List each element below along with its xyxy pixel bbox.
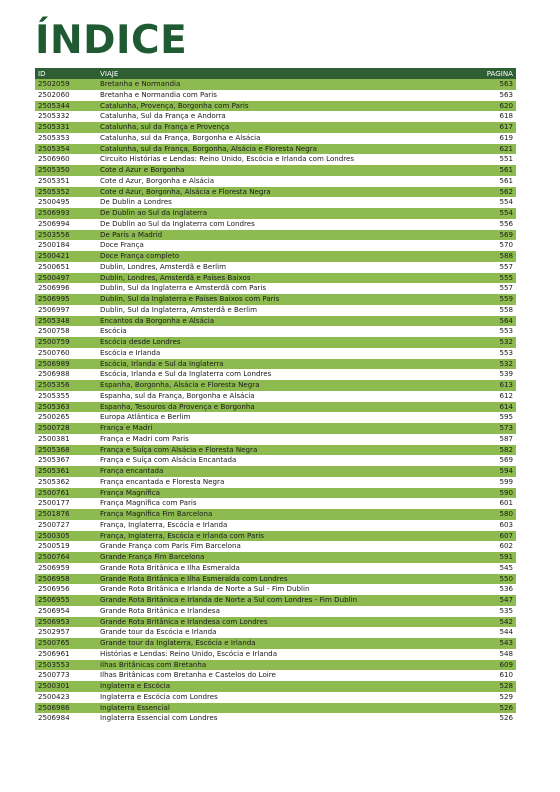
row-id: 2506995 (35, 294, 97, 305)
table-row (35, 273, 516, 284)
table-row (35, 703, 516, 714)
row-trip: Europa Atlântica e Berlim (97, 412, 474, 423)
row-page: 556 (474, 219, 516, 230)
row-id: 2506997 (35, 305, 97, 316)
row-id: 2501876 (35, 509, 97, 520)
row-page: 542 (474, 617, 516, 628)
table-row (35, 660, 516, 671)
table-row (35, 488, 516, 499)
table-header-row (35, 68, 516, 79)
row-id: 2500728 (35, 423, 97, 434)
page-title: ÍNDICE (35, 18, 188, 63)
row-trip: França Magnífica (97, 488, 474, 499)
row-trip: Escócia, Irlanda e Sul da Inglaterra com Londres (97, 369, 474, 380)
row-page: 603 (474, 520, 516, 531)
table-row (35, 670, 516, 681)
row-page: 535 (474, 606, 516, 617)
row-id: 2500265 (35, 412, 97, 423)
row-id: 2500764 (35, 552, 97, 563)
table-row (35, 477, 516, 488)
row-page: 599 (474, 477, 516, 488)
row-page: 553 (474, 326, 516, 337)
row-id: 2505355 (35, 391, 97, 402)
row-page: 564 (474, 316, 516, 327)
row-page: 569 (474, 230, 516, 241)
table-row (35, 606, 516, 617)
row-page: 526 (474, 713, 516, 724)
row-trip: De Dublin ao Sul da Inglaterra com Londres (97, 219, 474, 230)
table-row (35, 337, 516, 348)
row-id: 2505350 (35, 165, 97, 176)
row-id: 2500759 (35, 337, 97, 348)
row-id: 2502957 (35, 627, 97, 638)
row-id: 2506958 (35, 574, 97, 585)
row-trip: Grande Rota Britânica e Irlanda de Norte a Sul - Fim Dublin (97, 584, 474, 595)
table-row (35, 649, 516, 660)
row-trip: Inglaterra e Escócia com Londres (97, 692, 474, 703)
index-table (35, 68, 516, 724)
table-row (35, 283, 516, 294)
row-trip: De Paris a Madrid (97, 230, 474, 241)
row-trip: Espanha, sul da França, Borgonha e Alsácia (97, 391, 474, 402)
row-trip: Escócia desde Londres (97, 337, 474, 348)
row-page: 528 (474, 681, 516, 692)
row-trip: França encantada e Floresta Negra (97, 477, 474, 488)
row-trip: Dublin, Sul da Inglaterra e Países Baixos com Paris (97, 294, 474, 305)
row-trip: Ilhas Britânicas com Bretanha e Castelos do Loire (97, 670, 474, 681)
row-id: 2506988 (35, 369, 97, 380)
row-page: 582 (474, 445, 516, 456)
row-id: 2500497 (35, 273, 97, 284)
row-trip: França Magnífica Fim Barcelona (97, 509, 474, 520)
table-row (35, 391, 516, 402)
row-trip: Espanha, Borgonha, Alsácia e Floresta Negra (97, 380, 474, 391)
table-row (35, 251, 516, 262)
row-id: 2505361 (35, 466, 97, 477)
row-trip: De Dublin a Londres (97, 197, 474, 208)
row-trip: Cote d Azur e Borgonha (97, 165, 474, 176)
row-page: 547 (474, 595, 516, 606)
row-trip: Circuito Histórias e Lendas: Reino Unido, Escócia e Irlanda com Londres (97, 154, 474, 165)
row-trip: Grande Rota Britânica e Ilha Esmeralda com Londres (97, 574, 474, 585)
row-page: 612 (474, 391, 516, 402)
row-id: 2500305 (35, 531, 97, 542)
row-id: 2505354 (35, 144, 97, 155)
row-trip: Catalunha, sul da França, Borgonha, Alsácia e Floresta Negra (97, 144, 474, 155)
row-page: 554 (474, 197, 516, 208)
row-page: 558 (474, 305, 516, 316)
row-page: 559 (474, 294, 516, 305)
table-row (35, 197, 516, 208)
row-trip: Doce França (97, 240, 474, 251)
row-page: 551 (474, 154, 516, 165)
row-id: 2506961 (35, 649, 97, 660)
row-page: 618 (474, 111, 516, 122)
row-page: 570 (474, 240, 516, 251)
table-row (35, 509, 516, 520)
row-page: 619 (474, 133, 516, 144)
row-id: 2500765 (35, 638, 97, 649)
table-body (35, 79, 516, 724)
table-row (35, 369, 516, 380)
row-page: 573 (474, 423, 516, 434)
table-row (35, 498, 516, 509)
table-row (35, 584, 516, 595)
row-trip: Catalunha, sul da França, Borgonha e Alsácia (97, 133, 474, 144)
row-trip: Cote d Azur, Borgonha, Alsácia e Floresta Negra (97, 187, 474, 198)
row-id: 2500184 (35, 240, 97, 251)
row-page: 548 (474, 649, 516, 660)
row-id: 2505356 (35, 380, 97, 391)
row-page: 594 (474, 466, 516, 477)
row-page: 543 (474, 638, 516, 649)
row-id: 2500495 (35, 197, 97, 208)
row-trip: França Magnífica com Paris (97, 498, 474, 509)
column-header-id: ID (35, 68, 97, 79)
table-row (35, 563, 516, 574)
row-trip: Grande Rota Britânica e Ilha Esmeralda (97, 563, 474, 574)
row-trip: França, Inglaterra, Escócia e Irlanda com Paris (97, 531, 474, 542)
table-row (35, 466, 516, 477)
row-trip: Ilhas Britânicas com Bretanha (97, 660, 474, 671)
row-page: 588 (474, 251, 516, 262)
row-id: 2505363 (35, 402, 97, 413)
table-row (35, 380, 516, 391)
row-trip: Grande tour da Escócia e Irlanda (97, 627, 474, 638)
row-page: 587 (474, 434, 516, 445)
row-page: 545 (474, 563, 516, 574)
row-page: 526 (474, 703, 516, 714)
row-page: 532 (474, 359, 516, 370)
row-page: 569 (474, 455, 516, 466)
row-trip: Encantos da Borgonha e Alsácia (97, 316, 474, 327)
table-row (35, 176, 516, 187)
row-trip: Inglaterra Essencial com Londres (97, 713, 474, 724)
row-id: 2500760 (35, 348, 97, 359)
row-trip: Grande Rota Britânica e Irlandesa com Londres (97, 617, 474, 628)
row-page: 550 (474, 574, 516, 585)
row-id: 2500421 (35, 251, 97, 262)
table-row (35, 412, 516, 423)
row-trip: Escócia, Irlanda e Sul da Inglaterra (97, 359, 474, 370)
row-id: 2505351 (35, 176, 97, 187)
row-id: 2506956 (35, 584, 97, 595)
row-id: 2500727 (35, 520, 97, 531)
row-page: 562 (474, 187, 516, 198)
row-trip: Dublin, Londres, Amsterdã e Países Baixos (97, 273, 474, 284)
table-row (35, 165, 516, 176)
row-page: 561 (474, 165, 516, 176)
row-id: 2500761 (35, 488, 97, 499)
row-id: 2505367 (35, 455, 97, 466)
table-row (35, 541, 516, 552)
row-id: 2503553 (35, 660, 97, 671)
row-id: 2506953 (35, 617, 97, 628)
row-id: 2503556 (35, 230, 97, 241)
row-trip: Grande Rota Britânica e Irlandesa (97, 606, 474, 617)
table-row (35, 101, 516, 112)
row-id: 2506959 (35, 563, 97, 574)
row-id: 2505352 (35, 187, 97, 198)
row-trip: França e Madri com Paris (97, 434, 474, 445)
row-trip: Grande tour da Inglaterra, Escócia e Irlanda (97, 638, 474, 649)
table-row (35, 455, 516, 466)
row-id: 2502060 (35, 90, 97, 101)
row-trip: Bretanha e Normandia (97, 79, 474, 90)
row-id: 2500301 (35, 681, 97, 692)
table-row (35, 208, 516, 219)
row-page: 607 (474, 531, 516, 542)
row-trip: Histórias e Lendas: Reino Unido, Escócia e Irlanda (97, 649, 474, 660)
table-row (35, 552, 516, 563)
table-row (35, 692, 516, 703)
table-row (35, 445, 516, 456)
row-id: 2505331 (35, 122, 97, 133)
row-page: 561 (474, 176, 516, 187)
table-row (35, 230, 516, 241)
table-row (35, 531, 516, 542)
row-page: 601 (474, 498, 516, 509)
row-id: 2506960 (35, 154, 97, 165)
table-row (35, 348, 516, 359)
table-row (35, 520, 516, 531)
row-page: 602 (474, 541, 516, 552)
row-id: 2500758 (35, 326, 97, 337)
table-row (35, 294, 516, 305)
table-row (35, 144, 516, 155)
column-header-trip: VIAJE (97, 68, 474, 79)
row-trip: Escócia (97, 326, 474, 337)
row-trip: França e Madri (97, 423, 474, 434)
row-id: 2502059 (35, 79, 97, 90)
row-id: 2506986 (35, 703, 97, 714)
row-id: 2500651 (35, 262, 97, 273)
row-id: 2506993 (35, 208, 97, 219)
row-trip: Grande França Fim Barcelona (97, 552, 474, 563)
row-id: 2506984 (35, 713, 97, 724)
row-trip: França, Inglaterra, Escócia e Irlanda (97, 520, 474, 531)
column-header-page: PAGINA (474, 68, 516, 79)
row-id: 2506996 (35, 283, 97, 294)
row-page: 614 (474, 402, 516, 413)
row-trip: Inglaterra e Escócia (97, 681, 474, 692)
row-page: 557 (474, 262, 516, 273)
row-page: 563 (474, 79, 516, 90)
row-id: 2500773 (35, 670, 97, 681)
table-row (35, 638, 516, 649)
table-row (35, 111, 516, 122)
row-page: 536 (474, 584, 516, 595)
table-row (35, 617, 516, 628)
row-page: 539 (474, 369, 516, 380)
row-trip: França e Suíça com Alsácia Encantada (97, 455, 474, 466)
row-id: 2506954 (35, 606, 97, 617)
table-row (35, 187, 516, 198)
table-row (35, 122, 516, 133)
row-page: 617 (474, 122, 516, 133)
row-trip: Grande França com Paris Fim Barcelona (97, 541, 474, 552)
row-trip: Catalunha, sul da França e Provença (97, 122, 474, 133)
row-id: 2505332 (35, 111, 97, 122)
row-trip: Espanha, Tesouros da Provença e Borgonha (97, 402, 474, 413)
row-page: 595 (474, 412, 516, 423)
row-page: 553 (474, 348, 516, 359)
table-row (35, 305, 516, 316)
row-trip: França e Suíça com Alsácia e Floresta Negra (97, 445, 474, 456)
row-page: 544 (474, 627, 516, 638)
row-id: 2505368 (35, 445, 97, 456)
row-page: 563 (474, 90, 516, 101)
table-row (35, 90, 516, 101)
table-row (35, 240, 516, 251)
table-row (35, 681, 516, 692)
table-row (35, 316, 516, 327)
table-row (35, 574, 516, 585)
row-trip: De Dublin ao Sul da Inglaterra (97, 208, 474, 219)
row-id: 2506955 (35, 595, 97, 606)
row-page: 529 (474, 692, 516, 703)
table-row (35, 79, 516, 90)
row-page: 555 (474, 273, 516, 284)
row-trip: Dublin, Londres, Amsterdã e Berlim (97, 262, 474, 273)
row-id: 2505362 (35, 477, 97, 488)
row-trip: França encantada (97, 466, 474, 477)
table-row (35, 595, 516, 606)
row-page: 591 (474, 552, 516, 563)
table-row (35, 154, 516, 165)
table-row (35, 713, 516, 724)
table-row (35, 402, 516, 413)
row-id: 2505353 (35, 133, 97, 144)
row-page: 613 (474, 380, 516, 391)
row-trip: Escócia e Irlanda (97, 348, 474, 359)
table-row (35, 326, 516, 337)
row-trip: Cote d Azur, Borgonha e Alsácia (97, 176, 474, 187)
row-trip: Inglaterra Essencial (97, 703, 474, 714)
row-trip: Catalunha, Provença, Borgonha com Paris (97, 101, 474, 112)
row-id: 2505348 (35, 316, 97, 327)
row-trip: Bretanha e Normandia com Paris (97, 90, 474, 101)
row-page: 554 (474, 208, 516, 219)
row-id: 2500381 (35, 434, 97, 445)
row-trip: Doce França completo (97, 251, 474, 262)
row-page: 580 (474, 509, 516, 520)
row-trip: Catalunha, Sul da França e Andorra (97, 111, 474, 122)
row-page: 557 (474, 283, 516, 294)
table-row (35, 434, 516, 445)
row-page: 590 (474, 488, 516, 499)
row-trip: Dublin, Sul da Inglaterra e Amsterdã com Paris (97, 283, 474, 294)
row-id: 2500423 (35, 692, 97, 703)
row-id: 2500177 (35, 498, 97, 509)
table-row (35, 262, 516, 273)
row-page: 532 (474, 337, 516, 348)
row-trip: Grande Rota Britânica e Irlanda de Norte a Sul com Londres - Fim Dublin (97, 595, 474, 606)
row-page: 621 (474, 144, 516, 155)
row-id: 2500519 (35, 541, 97, 552)
table-row (35, 133, 516, 144)
table-row (35, 423, 516, 434)
table-row (35, 219, 516, 230)
row-id: 2505344 (35, 101, 97, 112)
table-row (35, 627, 516, 638)
row-page: 620 (474, 101, 516, 112)
row-id: 2506989 (35, 359, 97, 370)
row-id: 2506994 (35, 219, 97, 230)
row-page: 609 (474, 660, 516, 671)
table-row (35, 359, 516, 370)
row-trip: Dublin, Sul da Inglaterra, Amsterdã e Berlim (97, 305, 474, 316)
row-page: 610 (474, 670, 516, 681)
